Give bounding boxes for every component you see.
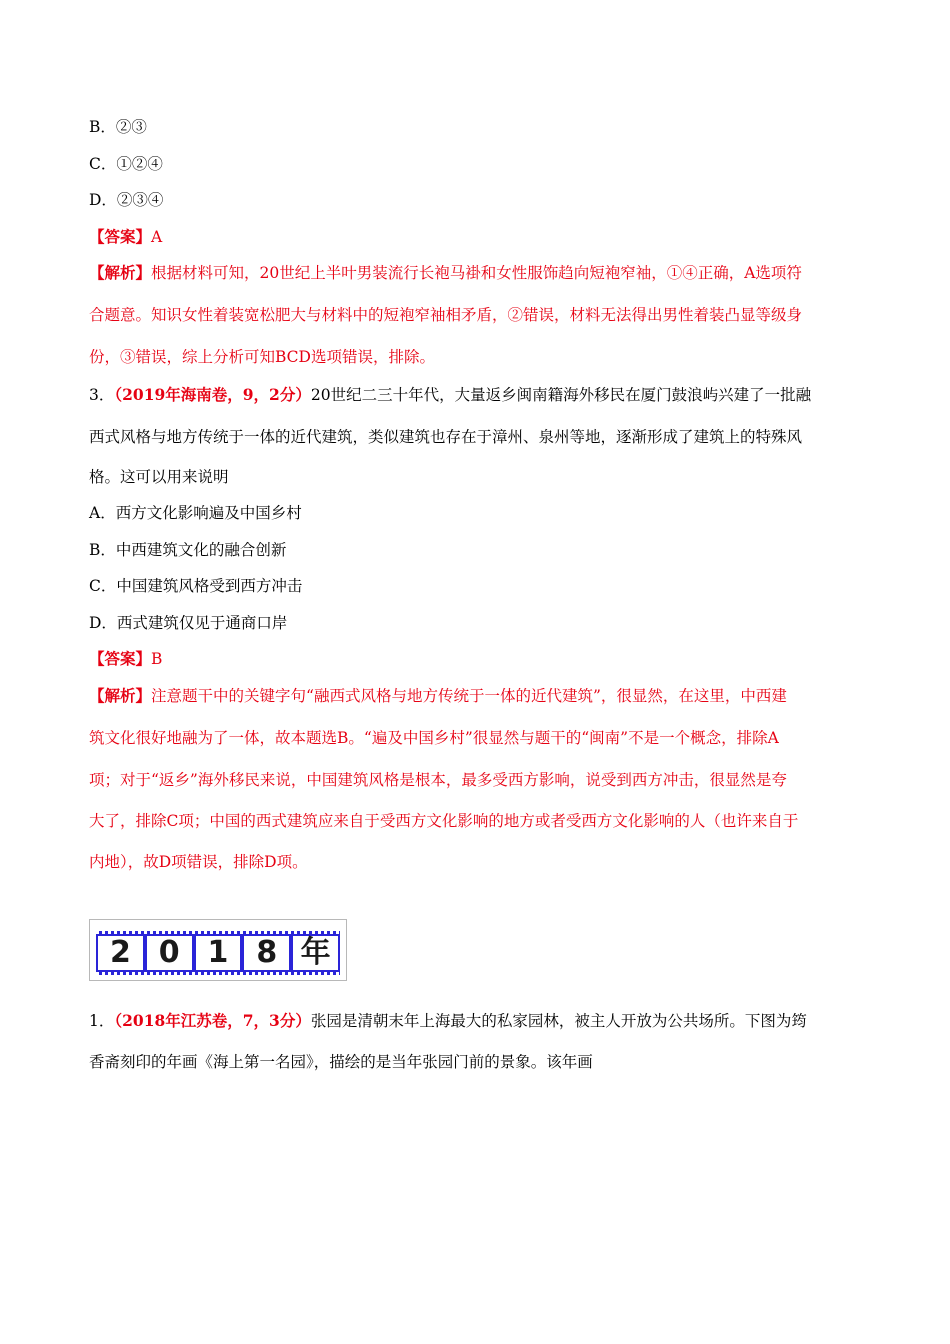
q3-source: （2019年海南卷，9，2分）: [114, 385, 311, 404]
year-banner-char: 1: [196, 936, 241, 970]
q2018-1-number: 1．: [89, 1012, 115, 1030]
q3-option-d: D．西式建筑仅见于通商口岸: [89, 614, 288, 632]
year-banner-film: [96, 931, 340, 975]
q3-analysis-tag: 【解析】: [89, 686, 152, 705]
q3-stem-line-3: 格。这可以用来说明: [89, 468, 229, 486]
q3-analysis-line-3: 项；对于“返乡”海外移民来说，中国建筑风格是根本，最多受西方影响，说受到西方冲击，很显然是夸: [89, 771, 787, 789]
q3-option-c: C．中国建筑风格受到西方冲击: [89, 577, 303, 595]
q3-stem-line-2: 西式风格与地方传统于一体的近代建筑，类似建筑也存在于漳州、泉州等地，逐渐形成了建筑上的特殊风: [89, 428, 803, 446]
q3-answer-tag: 【答案】: [89, 649, 152, 668]
q2018-1-source: （2018年江苏卷，7，3分）: [114, 1011, 311, 1030]
q2-option-d: D．②③④: [89, 191, 164, 209]
q3-analysis-line-1: 【解析】注意题干中的关键字句“融西式风格与地方传统于一体的近代建筑”，很显然，在这里，中西建: [89, 686, 787, 705]
q2-analysis-line-2: 合题意。知识女性着装宽松肥大与材料中的短袍窄袖相矛盾，②错误，材料无法得出男性着装凸显等级身: [89, 306, 803, 324]
q2-answer: [89, 227, 162, 247]
year-banner-char: 0: [147, 936, 192, 970]
q3-number: 3．: [89, 386, 115, 404]
q3-stem-line-1: 3．（2019年海南卷，9，2分）20世纪二三十年代，大量返乡闽南籍海外移民在厦门鼓浪屿兴建了一批融: [89, 385, 812, 404]
q3-analysis-line-5: 内地），故D项错误，排除D项。: [89, 853, 308, 871]
q2018-1-stem-line-1: 1．（2018年江苏卷，7，3分）张园是清朝末年上海最大的私家园林，被主人开放为公共场所。下图为筠: [89, 1011, 807, 1030]
year-banner-char: 8: [244, 936, 289, 970]
q2-option-c: C．①②④: [89, 155, 163, 173]
q2018-1-stem-line-2: 香斋刻印的年画《海上第一名园》，描绘的是当年张园门前的景象。该年画: [89, 1053, 593, 1071]
q2-analysis-line-1: 【解析】根据材料可知，20世纪上半叶男装流行长袍马褂和女性服饰趋向短袍窄袖，①④正确，A选项符: [89, 263, 802, 282]
q2-analysis-line-3: 份，③错误，综上分析可知BCD选项错误，排除。: [89, 348, 435, 366]
q3-answer: [89, 649, 162, 669]
q3-option-b: B．中西建筑文化的融合创新: [89, 541, 287, 559]
q3-answer-value: B: [151, 650, 163, 668]
q2-analysis-tag: 【解析】: [89, 263, 152, 282]
year-banner-2018: [89, 919, 347, 981]
q3-analysis-line-4: 大了，排除C项；中国的西式建筑应来自于受西方文化影响的地方或者受西方文化影响的人（也许来自于: [89, 812, 799, 830]
year-banner-char: 2: [98, 936, 143, 970]
year-banner-char: 年: [293, 936, 338, 970]
q2-option-b: B．②③: [89, 118, 147, 136]
q2-answer-tag: 【答案】: [89, 227, 152, 246]
q2-answer-value: A: [151, 228, 163, 246]
q3-analysis-line-2: 筑文化很好地融为了一体，故本题选B。“遍及中国乡村”很显然与题干的“闽南”不是一个概念，排除A: [89, 729, 779, 747]
q3-option-a: A．西方文化影响遍及中国乡村: [89, 504, 302, 522]
